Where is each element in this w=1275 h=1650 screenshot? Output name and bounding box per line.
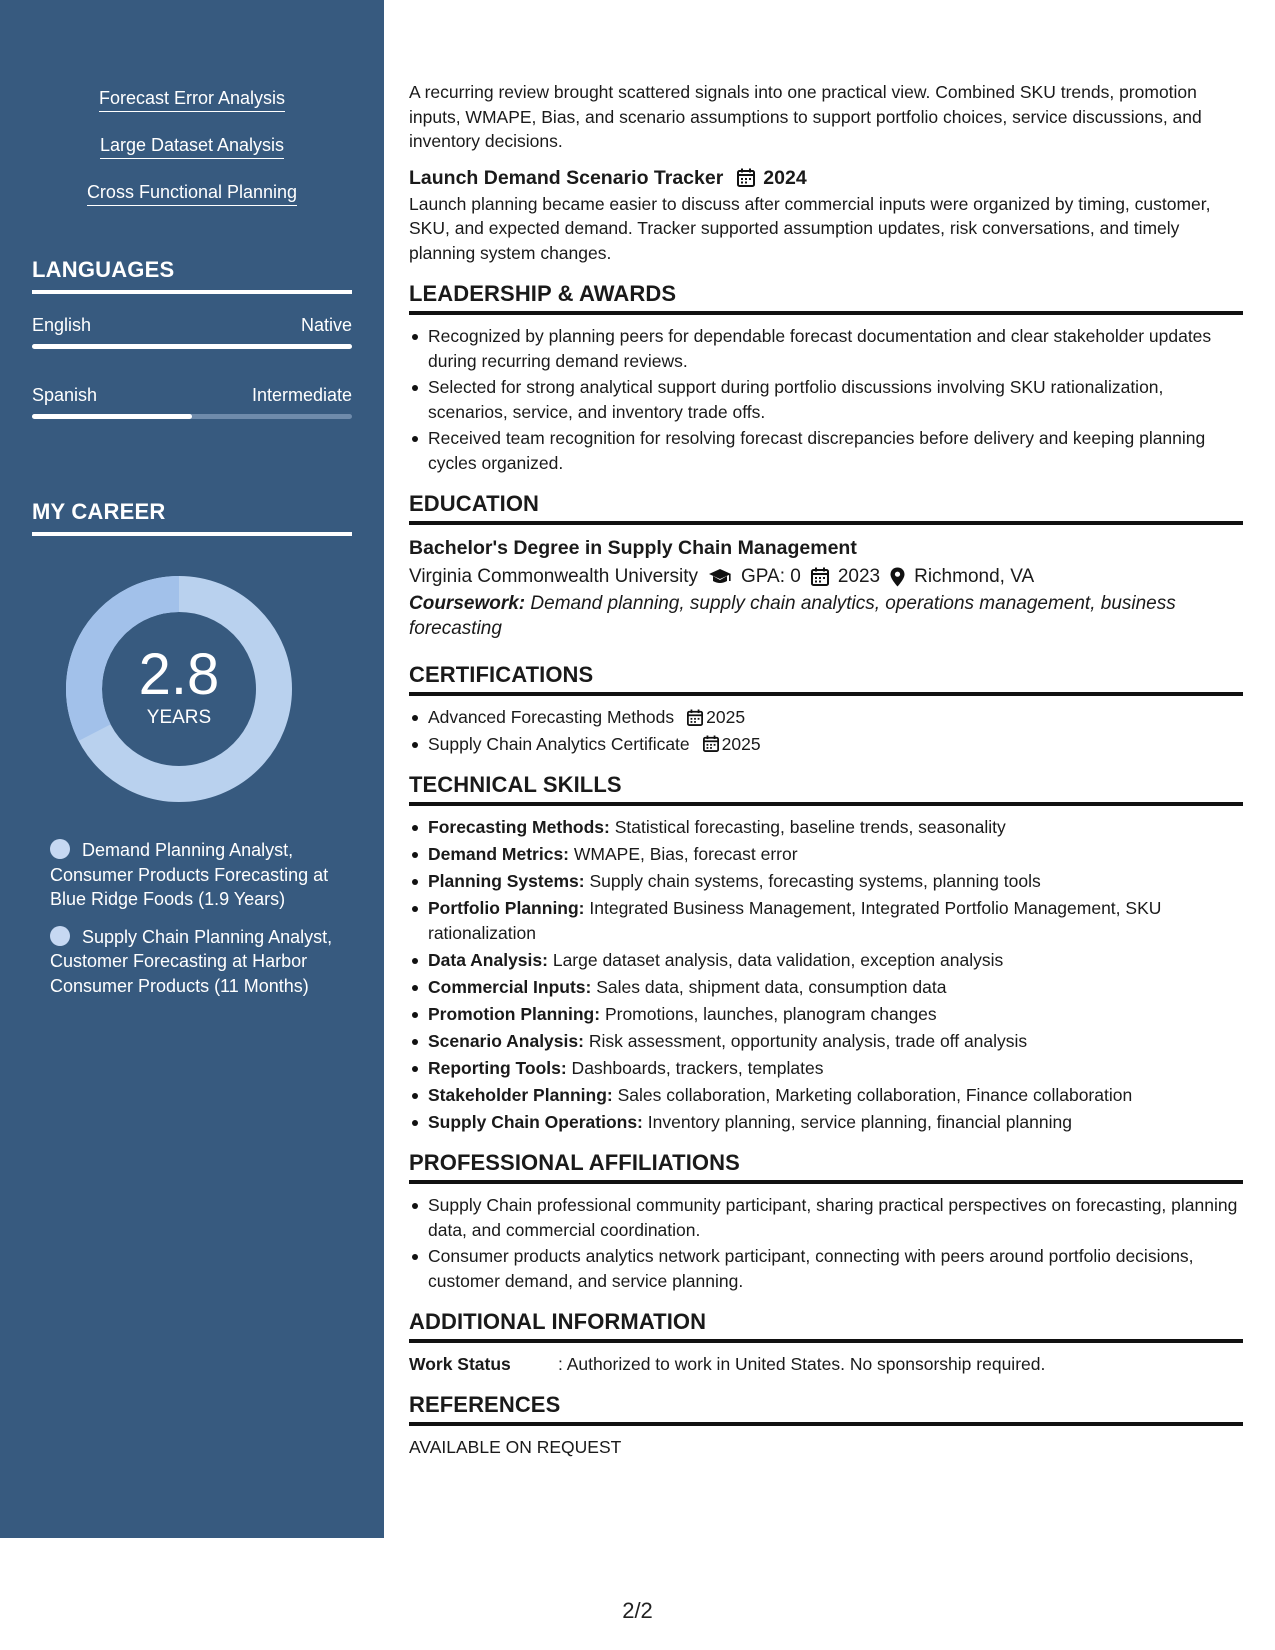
- leadership-list: [409, 324, 1243, 475]
- career-item: [50, 925, 340, 999]
- project-title-row: [409, 164, 1243, 192]
- language-row-spanish: [32, 383, 352, 407]
- list-item: [409, 705, 1243, 730]
- skill-label: Commercial Inputs:: [428, 976, 592, 997]
- skill-text: Large dataset analysis, data validation, exception analysis: [547, 949, 1004, 970]
- calendar-icon: [737, 168, 755, 187]
- project-intro: A recurring review brought scattered signals into one practical view. Combined SKU trends, promotion inputs, WMAPE, Bias, and scenario assumptions to support portfolio choices, service discussions, and inventory decisions.: [409, 82, 1202, 151]
- affiliations-heading: PROFESSIONAL AFFILIATIONS: [409, 1149, 1243, 1184]
- skill-link-forecast-error[interactable]: [0, 86, 384, 112]
- list-item: [409, 1083, 1243, 1108]
- language-level: Intermediate: [251, 385, 352, 405]
- certification-year: 2025: [721, 733, 761, 754]
- language-bar-spanish: [32, 414, 352, 419]
- education-coursework: [409, 591, 1243, 641]
- skill-link-large-dataset[interactable]: [0, 133, 384, 159]
- list-item: [409, 1056, 1243, 1081]
- career-donut: [66, 576, 292, 802]
- list-item: [409, 869, 1243, 894]
- skill-link-label: Forecast Error Analysis: [99, 86, 285, 112]
- skill-links: [0, 86, 384, 227]
- skill-label: Data Analysis:: [428, 949, 548, 970]
- calendar-icon: [687, 709, 703, 726]
- list-item: [409, 1002, 1243, 1027]
- certifications-heading: CERTIFICATIONS: [409, 661, 1243, 696]
- education-heading: EDUCATION: [409, 490, 1243, 525]
- list-item: [409, 1110, 1243, 1135]
- education-school: Virginia Commonwealth University: [409, 566, 698, 587]
- sidebar: [0, 0, 384, 1538]
- skill-label: Portfolio Planning:: [428, 898, 585, 918]
- skill-label: Planning Systems:: [428, 871, 585, 891]
- calendar-icon: [811, 567, 829, 586]
- skill-label: Demand Metrics:: [428, 844, 570, 864]
- list-item: Consumer products analytics network participant, connecting with peers around portfolio decisions, customer demand, and service planning.: [409, 1244, 1243, 1293]
- list-item: [409, 975, 1243, 1000]
- language-name: English: [32, 315, 92, 335]
- skill-label: Promotion Planning:: [428, 1003, 601, 1024]
- career-heading: MY CAREER: [32, 498, 352, 536]
- skill-text: WMAPE, Bias, forecast error: [569, 844, 798, 864]
- donut-center: [66, 576, 292, 802]
- skill-text: Risk assessment, opportunity analysis, trade off analysis: [583, 1030, 1028, 1051]
- technical-skills-list: [409, 815, 1243, 1134]
- calendar-icon: [703, 735, 719, 752]
- list-item: [409, 815, 1243, 840]
- list-item: [409, 1029, 1243, 1054]
- graduation-cap-icon: [708, 568, 732, 586]
- career-item-text: Supply Chain Planning Analyst, Customer Forecasting at Harbor Consumer Products (11 Months): [50, 926, 333, 996]
- list-item: [409, 896, 1243, 945]
- certifications-list: [409, 705, 1243, 756]
- career-years-value: 2.8: [138, 642, 220, 707]
- references-text: AVAILABLE ON REQUEST: [409, 1437, 622, 1457]
- coursework-text: Demand planning, supply chain analytics, operations management, business forecasting: [409, 593, 1176, 639]
- skill-link-label: Cross Functional Planning: [87, 180, 297, 206]
- career-item-text: Demand Planning Analyst, Consumer Products Forecasting at Blue Ridge Foods (1.9 Years): [50, 840, 329, 909]
- skill-label: Scenario Analysis:: [428, 1030, 584, 1051]
- career-dot-icon: [50, 926, 70, 946]
- list-item: [409, 842, 1243, 867]
- page-number: 2/2: [622, 1598, 653, 1623]
- career-years-unit: YEARS: [146, 707, 212, 728]
- list-item: Supply Chain professional community participant, sharing practical perspectives on forecasting, planning data, and commercial coordination.: [409, 1193, 1243, 1242]
- main-content: [409, 80, 1243, 1460]
- skill-text: Sales collaboration, Marketing collaboration, Finance collaboration: [612, 1084, 1133, 1105]
- list-item: Recognized by planning peers for dependable forecast documentation and clear stakeholder updates during recurring demand reviews.: [409, 324, 1243, 373]
- career-item: [50, 838, 340, 912]
- work-status-label: Work Status: [409, 1354, 511, 1374]
- project-year: 2024: [763, 166, 807, 189]
- list-item: Received team recognition for resolving forecast discrepancies before delivery and keeping planning cycles organized.: [409, 426, 1243, 475]
- references-heading: REFERENCES: [409, 1391, 1243, 1426]
- certification-name: Advanced Forecasting Methods: [428, 707, 675, 727]
- education-gpa: GPA: 0: [740, 566, 801, 587]
- skill-label: Stakeholder Planning:: [428, 1084, 613, 1105]
- coursework-label: Coursework:: [409, 593, 526, 614]
- work-status-value: : Authorized to work in United States. No sponsorship required.: [558, 1354, 1046, 1374]
- language-bar-fill: [32, 344, 352, 349]
- skill-label: Forecasting Methods:: [428, 817, 610, 837]
- education-year: 2023: [837, 566, 881, 587]
- skill-link-cross-functional[interactable]: [0, 180, 384, 206]
- certification-name: Supply Chain Analytics Certificate: [428, 733, 690, 754]
- language-bar-english: [32, 344, 352, 349]
- list-item: [409, 948, 1243, 973]
- career-list: [50, 838, 340, 1011]
- education-details: [409, 562, 1243, 591]
- career-dot-icon: [50, 839, 70, 859]
- skill-label: Reporting Tools:: [428, 1057, 567, 1078]
- technical-skills-heading: TECHNICAL SKILLS: [409, 771, 1243, 806]
- languages-heading: LANGUAGES: [32, 256, 352, 294]
- skill-text: Statistical forecasting, baseline trends, seasonality: [609, 817, 1006, 837]
- skill-link-label: Large Dataset Analysis: [100, 133, 284, 159]
- language-level: Native: [300, 315, 352, 335]
- skill-text: Integrated Business Management, Integrated Portfolio Management, SKU rationalization: [428, 898, 1162, 943]
- certification-year: 2025: [706, 707, 746, 727]
- skill-label: Supply Chain Operations:: [428, 1111, 643, 1132]
- location-pin-icon: [890, 567, 905, 587]
- project-description: Launch planning became easier to discuss after commercial inputs were organized by timing, customer, SKU, and expected demand. Tracker supported assumption updates, risk conversations, and timely planning system changes.: [409, 193, 1211, 263]
- project-title: Launch Demand Scenario Tracker: [409, 166, 724, 189]
- education-degree: Bachelor's Degree in Supply Chain Management: [409, 537, 857, 559]
- language-bar-fill: [32, 414, 192, 419]
- education-location: Richmond, VA: [914, 566, 1035, 587]
- list-item: [409, 732, 1243, 757]
- language-name: Spanish: [32, 385, 98, 405]
- skill-text: Inventory planning, service planning, financial planning: [642, 1111, 1072, 1132]
- language-row-english: [32, 313, 352, 337]
- skill-text: Promotions, launches, planogram changes: [600, 1003, 937, 1024]
- additional-info-heading: ADDITIONAL INFORMATION: [409, 1308, 1243, 1343]
- skill-text: Dashboards, trackers, templates: [566, 1057, 824, 1078]
- leadership-heading: LEADERSHIP & AWARDS: [409, 280, 1243, 315]
- affiliations-list: [409, 1193, 1243, 1293]
- skill-text: Sales data, shipment data, consumption data: [591, 976, 947, 997]
- list-item: Selected for strong analytical support during portfolio discussions involving SKU rationalization, scenarios, service, and inventory trade offs.: [409, 375, 1243, 424]
- skill-text: Supply chain systems, forecasting systems, planning tools: [584, 871, 1041, 891]
- work-status-row: [409, 1352, 1243, 1376]
